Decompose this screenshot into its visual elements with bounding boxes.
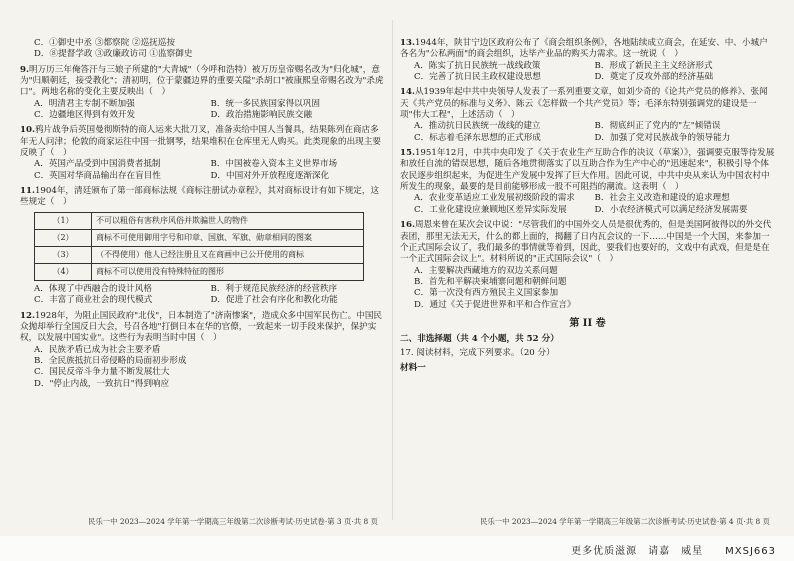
option-d: D．⑧提督学政 ③政廉政访司 ①监察御史 — [34, 49, 193, 60]
option-row — [20, 159, 387, 170]
watermark-bar — [0, 536, 794, 561]
option-d: D．中国对外开放程度逐渐深化 — [210, 170, 330, 181]
option-c: C．边疆地区得到有效开发 — [34, 110, 136, 121]
option-b: B．形成了新民主主义经济形式 — [594, 60, 713, 71]
option-d: D．促进了社会有序化和教化功能 — [210, 295, 338, 306]
option-a: A．陈实了抗日民族统一战线政策 — [414, 60, 541, 71]
left-page — [20, 38, 387, 394]
question-12 — [20, 311, 387, 390]
option-row — [20, 295, 387, 306]
right-page-footer: 民乐一中 2023—2024 学年第一学期高三年级第二次诊断考试·历史试卷·第 4 页·共 8 页 — [480, 517, 770, 526]
option-c: C．第一次没有西方殖民主义国家参加 — [414, 288, 559, 299]
section-heading: 二、非选择题（共 4 个小题，共 52 分） — [400, 334, 559, 345]
question-17: 17. 阅读材料，完成下列要求。（20 分） — [400, 348, 555, 359]
option-d: D．"停止内战，一致抗日"得到响应 — [34, 378, 170, 389]
table-row: （2） 商标不可使用御用字号和印章、国旗、军旗、勋章相同的图案 — [35, 229, 364, 246]
right-page — [400, 38, 775, 374]
question-9 — [20, 65, 387, 122]
option-a: A．民族矛盾已成为社会主要矛盾 — [34, 344, 161, 355]
option-a: A．体现了中西融合的设计风格 — [34, 283, 152, 294]
option-c: C．标志着毛泽东思想的正式形成 — [414, 132, 541, 143]
watermark-text: 更多优质滋源 请嘉 威星 MXSJ663 — [571, 546, 776, 557]
option-row — [400, 121, 775, 132]
option-b: B．中国被卷入资本主义世界市场 — [210, 159, 338, 170]
option-d: D．小农经济模式可以满足经济发展需要 — [594, 204, 748, 215]
option-row — [20, 99, 387, 110]
option-c: C．丰富了商业社会的现代模式 — [34, 295, 153, 306]
option-a: A．明清君主专制不断加强 — [34, 98, 135, 109]
left-page-footer: 民乐一中 2023—2024 学年第一学期高三年级第二次诊断考试·历史试卷·第 3 页·共 8 页 — [88, 517, 378, 526]
option-d: D．奠定了反攻外部的经济基础 — [594, 72, 714, 83]
option-row — [400, 72, 775, 83]
question-stem: 12.1928年，为阻止国民政府"北伐"，日本制造了"济南惨案"，造成众多中国军民伤亡。中国民众抛却举行全国反日大会，号召各地"打倒日本在华的官僚，一致起来一切手段来保护，保护实权，以发展中国实业"。这些行为表明当时中国（ ） — [20, 310, 383, 344]
table-row: （3） （不得使用）他人已经注册且又在商画中已公开使用的商标 — [35, 246, 364, 263]
option-c: C．国民反帝斗争力量不断发展壮大 — [34, 367, 170, 378]
option-row — [400, 205, 775, 216]
question-11 — [20, 186, 387, 306]
option-b: B．全民族抵抗日帝侵略的局面初步形成 — [34, 355, 187, 366]
option-b: B．社会主义改造和建设的追求理想 — [594, 193, 730, 204]
question-14 — [400, 87, 775, 144]
option-d: D．通过《关于促进世界和平和合作宣言》 — [414, 299, 576, 310]
option-row — [20, 110, 387, 121]
option-c: C．英国对华商品输出存在盲目性 — [34, 170, 161, 181]
question-10 — [20, 125, 387, 182]
question-16 — [400, 220, 775, 311]
section-title: 第 II 卷 — [569, 317, 606, 329]
question-stem: 13.1944年，陕甘宁边区政府公布了《商会组织条例》，各地陆续成立商会，在延安、中、小城户各名为"公私两面"的商会组织，达毕产业品的购买力需求。这一统说（ ） — [400, 38, 768, 60]
option-d: D．加强了党对民族战争的领导能力 — [594, 132, 731, 143]
question-13 — [400, 38, 775, 83]
option-c: C．完善了抗日民主政权建设思想 — [414, 72, 541, 83]
question-8-tail — [20, 38, 387, 61]
option-row — [20, 284, 387, 295]
option-d: D．政治措施影响民族交融 — [210, 110, 312, 121]
option-row — [400, 61, 775, 72]
option-a: A．英国产品受到中国消费者抵制 — [34, 159, 161, 170]
option-row — [20, 171, 387, 182]
option-b: B．首先和平解决柬埔寨问题和朝鲜问题 — [414, 276, 567, 287]
option-a: A．农业变革适应工业发展初级阶段的需求 — [414, 193, 575, 204]
question-15 — [400, 148, 775, 216]
option-b: B．彻底纠正了党内的"左"倾错误 — [594, 121, 721, 132]
option-row — [400, 193, 775, 204]
question-stem: 10.鸦片战争后英国曼彻斯特的商人运来大批刀叉，准备卖给中国人当餐具，结果陈列在商店多年无人问津；伦敦的商家运往中国一批钢琴，结果堆积在仓库里无人购买。此类现象的出现主要反映了（ ） — [20, 125, 381, 159]
question-stem: 11.1904年，清廷颁布了第一部商标法规《商标注册试办章程》，其对商标设计有如下规定，这些规定（ ） — [20, 186, 380, 208]
option-a: A．推动抗日民族统一战线的建立 — [414, 121, 541, 132]
trademark-rules-table — [34, 212, 364, 281]
option-row — [400, 133, 775, 144]
table-row: （1） 不可以粗俗有害秩序风俗并欺骗世人的物件 — [35, 212, 364, 229]
question-stem: 9.明万历三年俺答汗与三娘子所建的"大青城"（今呼和浩特）被万历皇帝赐名改为"归化城"，意为"归顺朝廷，接受教化"；清初明，位于蒙疆边界的重要关隘"杀胡口"被康熙皇帝赐名改为"杀虎口"。两地名称的变化主要反映出（ ） — [20, 64, 384, 98]
question-stem: 16.周恩来曾在某次会议中说："尽管我们的中国外交人员是很优秀的，但是美国阿彼得以的外交代表团，那里无法无天，什么的都上面的，揭翻了日内瓦会议的一下……中国是一个大国，来参加一个正式国际会议了，我们最多的事情就等着到，因此，要我们也要好的，文戏中有武戏，但是是在一个正式国际会议上"。材料所说的"正式国际会议"（ ） — [400, 220, 772, 265]
question-stem: 15.1951年12月，中共中央印发了《关于农业生产互助合作的决议（草案）》，强调要克服等待发展和放任自流的错误思想，随后各地贯彻落实了以互助合作为生产中心的"迅速起来"，积极引导个体农民逐步组织起来，为促进生产发展中发挥了巨大作用。因此可说，中共中央从来认为中国农村中所发生的现象，最要的是目前能够形成一股不可阻挡的潮流。这表明（ ） — [400, 148, 775, 193]
table-row: （4） 商标不可以使用没有特殊特征的图形 — [35, 263, 364, 280]
option-b: B．统一多民族国家得以巩固 — [210, 98, 320, 109]
page-fold-line — [392, 20, 393, 520]
option-a: A．主要解决西藏地方的双边关系问题 — [414, 265, 558, 276]
material-label: 材料一 — [400, 362, 426, 373]
question-stem: 14.从1939年起中共中央领导人发表了一系列重要文章，如刘少奇的《论共产党员的修养》、张闻天《共产党员的标准与义务》、陈云《怎样做一个共产党员》等；毛泽东特别强调党的建设是一项"伟大工程"，上述活动（ ） — [400, 87, 768, 121]
option-b: B．利于规范民族经济的经营秩序 — [210, 283, 338, 294]
option-c: C．工业化建设应兼顾地区差异实际发展 — [414, 204, 567, 215]
option-c: C．①御史中丞 ③都察院 ②巡抚巡按 — [34, 38, 175, 48]
